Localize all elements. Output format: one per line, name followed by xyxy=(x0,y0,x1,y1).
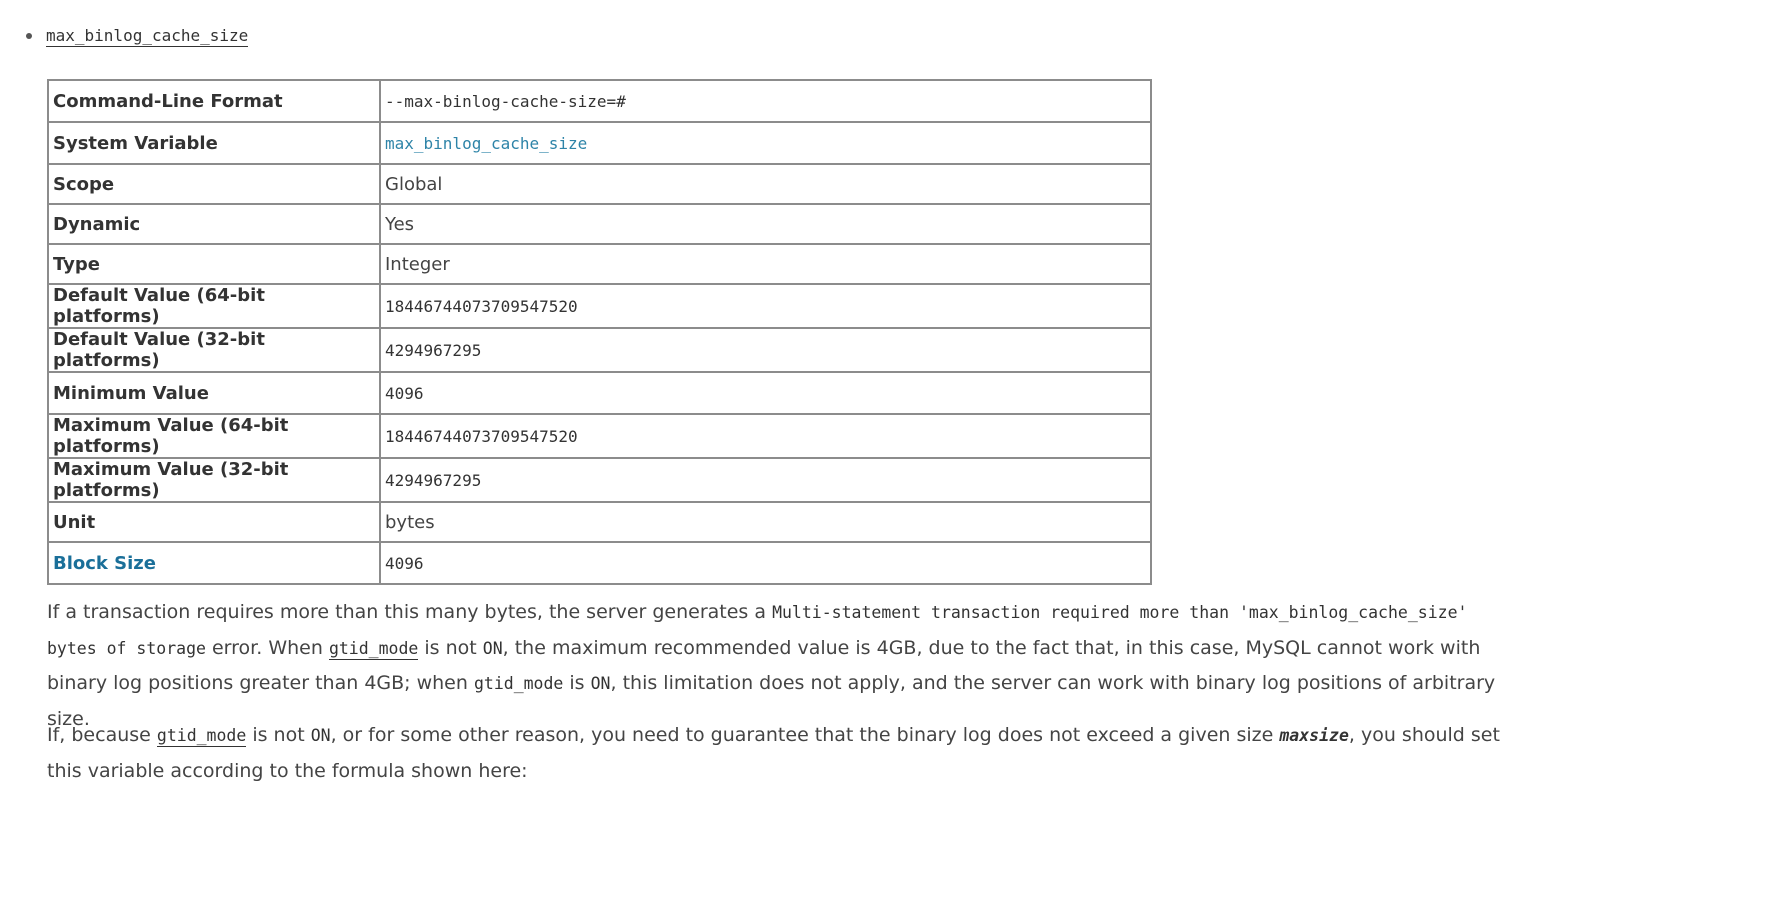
text: is not xyxy=(418,636,483,659)
row-key: Unit xyxy=(48,502,380,542)
default-value-64: 18446744073709547520 xyxy=(385,296,578,316)
row-value xyxy=(380,80,1151,122)
on-code: ON xyxy=(590,674,611,693)
row-value: Integer xyxy=(380,244,1151,284)
row-value xyxy=(380,328,1151,372)
table-row xyxy=(48,204,1151,244)
text: is xyxy=(563,672,591,694)
text: , this limitation does not apply, and the server can work with binary log positions of arbitrary size. xyxy=(47,672,1496,730)
row-key: Default Value (32-bit platforms) xyxy=(48,328,380,372)
variable-properties-table xyxy=(47,79,1152,585)
row-key: Maximum Value (32-bit platforms) xyxy=(48,458,380,502)
row-value xyxy=(380,122,1151,164)
row-value xyxy=(380,284,1151,328)
system-variable-link[interactable]: max_binlog_cache_size xyxy=(385,133,588,153)
row-key: Dynamic xyxy=(48,204,380,244)
row-key: Default Value (64-bit platforms) xyxy=(48,284,380,328)
row-key: Command-Line Format xyxy=(48,80,380,122)
error-message-code: Multi-statement transaction required more than 'max_binlog_cache_size' bytes of storage xyxy=(47,603,1468,658)
row-value xyxy=(380,458,1151,502)
table-row xyxy=(48,372,1151,414)
gtid-mode-link[interactable]: gtid_mode xyxy=(156,726,247,745)
row-key: System Variable xyxy=(48,122,380,164)
row-key: Type xyxy=(48,244,380,284)
text: If, because xyxy=(47,724,157,746)
row-value xyxy=(380,542,1151,584)
row-value: Global xyxy=(380,164,1151,204)
table-row xyxy=(48,244,1151,284)
on-code: ON xyxy=(310,726,331,745)
row-key xyxy=(48,542,380,584)
block-size-value: 4096 xyxy=(385,553,424,573)
table-row xyxy=(48,414,1151,458)
maxsize-emphasis: maxsize xyxy=(1279,726,1349,745)
row-value xyxy=(380,414,1151,458)
row-value: Yes xyxy=(380,204,1151,244)
maximum-value-64: 18446744073709547520 xyxy=(385,426,578,446)
table-row xyxy=(48,328,1151,372)
command-line-format-value: --max-binlog-cache-size=# xyxy=(385,91,626,111)
description-paragraph-2 xyxy=(47,718,1527,788)
on-code: ON xyxy=(482,638,503,658)
table-row xyxy=(48,164,1151,204)
table-row xyxy=(48,502,1151,542)
variable-bullet-item xyxy=(26,24,248,48)
text: error. When xyxy=(205,636,329,659)
text: is not xyxy=(246,724,311,746)
table-row xyxy=(48,122,1151,164)
minimum-value: 4096 xyxy=(385,383,424,403)
row-key: Minimum Value xyxy=(48,372,380,414)
table-row xyxy=(48,542,1151,584)
gtid-mode-code: gtid_mode xyxy=(473,674,564,693)
text: If a transaction requires more than this many bytes, the server generates a xyxy=(47,601,773,623)
text: , or for some other reason, you need to guarantee that the binary log does not exceed a given size xyxy=(330,724,1280,746)
gtid-mode-link[interactable]: gtid_mode xyxy=(328,638,419,658)
block-size-link[interactable]: Block Size xyxy=(53,552,156,574)
table-row xyxy=(48,458,1151,502)
default-value-32: 4294967295 xyxy=(385,340,482,360)
row-value xyxy=(380,372,1151,414)
row-value: bytes xyxy=(380,502,1151,542)
text: , you should set this variable according to the formula shown here: xyxy=(47,724,1500,782)
table-row xyxy=(48,80,1151,122)
bullet-icon xyxy=(26,33,32,39)
variable-name-link[interactable]: max_binlog_cache_size xyxy=(46,25,249,45)
text: , the maximum recommended value is 4GB, due to the fact that, in this case, MySQL cannot work with binary log positions greater than 4GB; when xyxy=(47,636,1481,694)
description-paragraph-1 xyxy=(47,595,1527,736)
table-row xyxy=(48,284,1151,328)
row-key: Scope xyxy=(48,164,380,204)
row-key: Maximum Value (64-bit platforms) xyxy=(48,414,380,458)
maximum-value-32: 4294967295 xyxy=(385,470,482,490)
